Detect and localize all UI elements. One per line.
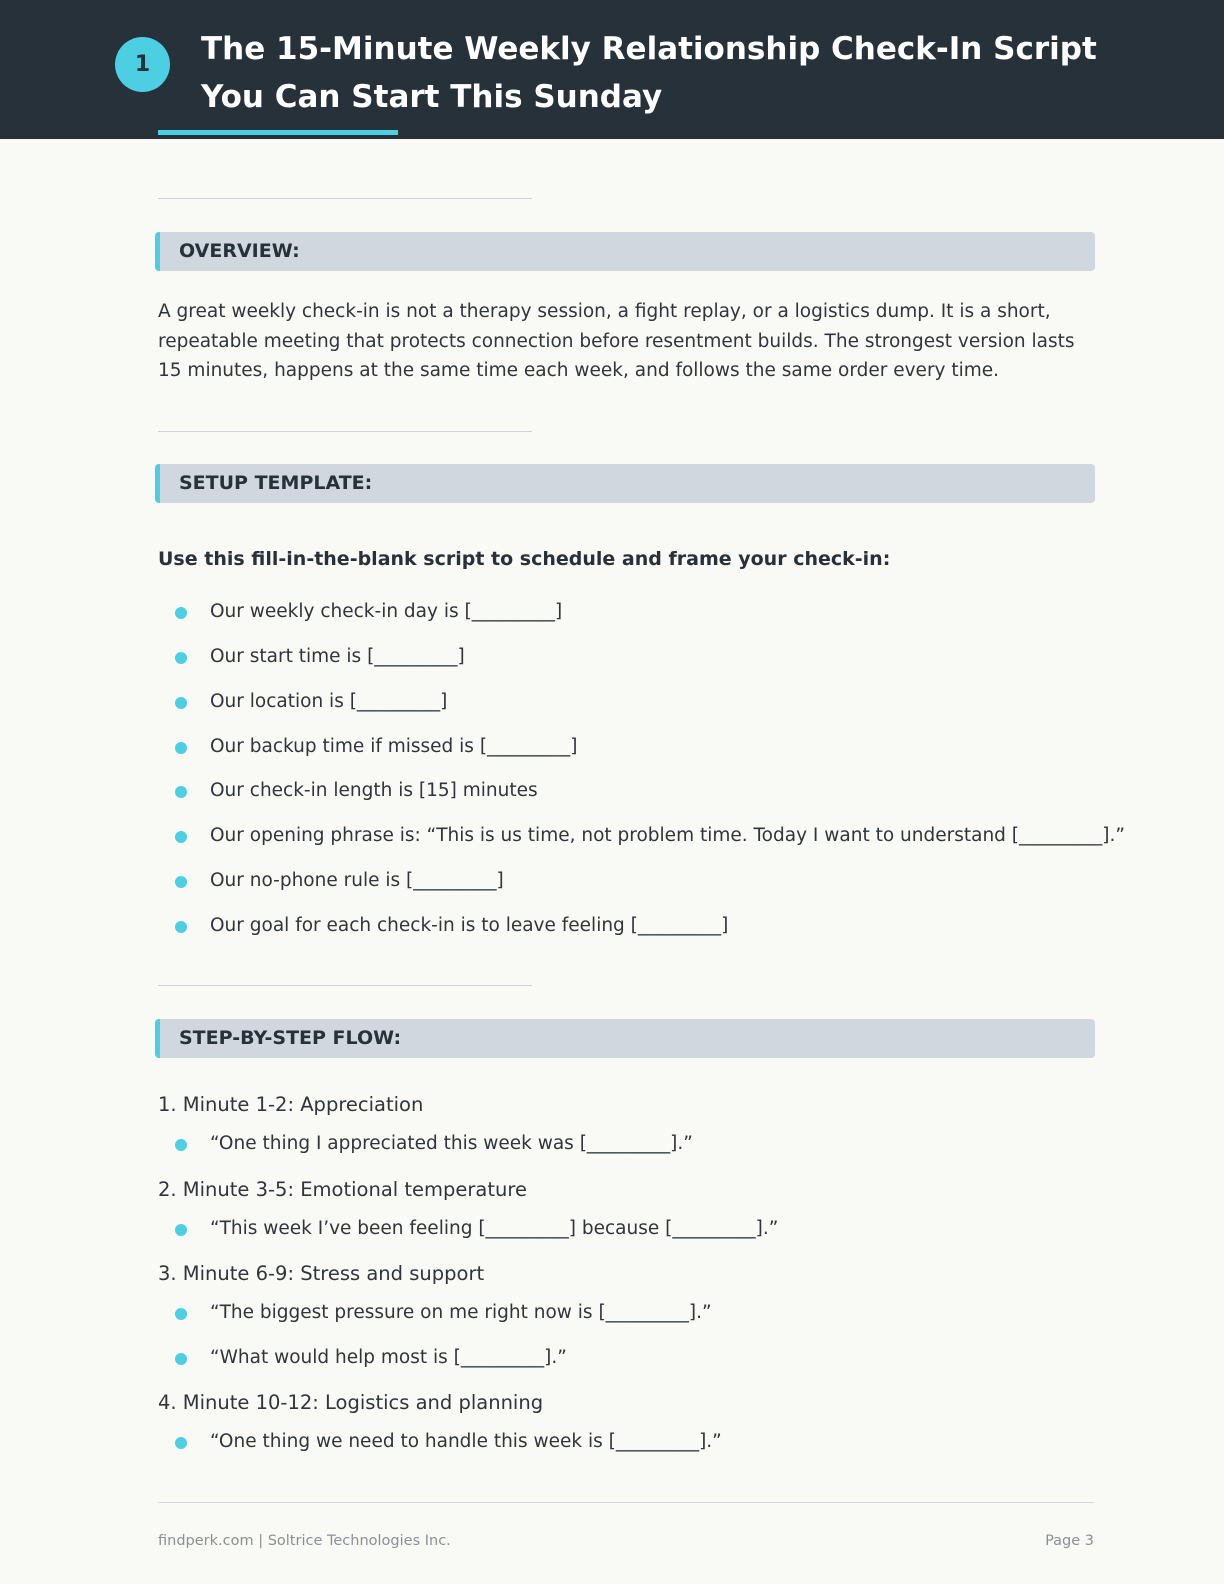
divider bbox=[158, 198, 532, 199]
page-number: Page 3 bbox=[1045, 1533, 1094, 1549]
setup-item-length: Our check-in length is [15] minutes bbox=[210, 778, 538, 804]
section-number-badge: 1 bbox=[115, 37, 170, 92]
setup-intro: Use this fill-in-the-blank script to schedule and frame your check-in: bbox=[158, 548, 891, 570]
setup-heading-bar bbox=[155, 464, 1095, 503]
page-header bbox=[0, 0, 1224, 139]
title-accent-bar bbox=[158, 130, 398, 135]
setup-item-start-time: Our start time is [_________] bbox=[210, 644, 465, 670]
page-title: The 15-Minute Weekly Relationship Check-In Script You Can Start This Sunday bbox=[201, 31, 1097, 115]
overview-text: A great weekly check-in is not a therapy session, a fight replay, or a logistics dump. It is a short, repeatable meeting that protects connection before resentment builds. The strongest version lasts 15 minutes, happens at the same time each week, and follows the same order every time. bbox=[158, 301, 1075, 381]
setup-item-goal: Our goal for each check-in is to leave feeling [_________] bbox=[210, 913, 728, 939]
setup-item-location: Our location is [_________] bbox=[210, 689, 447, 715]
flow-step-1-prompt: “One thing I appreciated this week was [_________].” bbox=[210, 1131, 693, 1157]
divider bbox=[158, 431, 532, 432]
flow-step-1: 1. Minute 1-2: Appreciation bbox=[158, 1093, 424, 1116]
flow-heading-bar bbox=[155, 1019, 1095, 1058]
setup-item-no-phone-rule: Our no-phone rule is [_________] bbox=[210, 868, 504, 894]
flow-step-3-prompt-2: “What would help most is [_________].” bbox=[210, 1345, 567, 1371]
flow-step-2: 2. Minute 3-5: Emotional temperature bbox=[158, 1178, 527, 1201]
flow-step-4: 4. Minute 10-12: Logistics and planning bbox=[158, 1391, 544, 1414]
setup-item-backup-time: Our backup time if missed is [_________] bbox=[210, 734, 578, 760]
overview-heading: OVERVIEW: bbox=[179, 240, 300, 262]
setup-heading: SETUP TEMPLATE: bbox=[179, 472, 373, 494]
divider bbox=[158, 985, 532, 986]
flow-step-4-prompt: “One thing we need to handle this week is [_________].” bbox=[210, 1429, 722, 1455]
overview-heading-bar bbox=[155, 232, 1095, 271]
flow-heading: STEP-BY-STEP FLOW: bbox=[179, 1027, 402, 1049]
flow-step-3: 3. Minute 6-9: Stress and support bbox=[158, 1262, 485, 1285]
footer-divider bbox=[158, 1502, 1094, 1503]
setup-item-day: Our weekly check-in day is [_________] bbox=[210, 599, 562, 625]
setup-item-opening-phrase: Our opening phrase is: “This is us time, not problem time. Today I want to understand [_________].” bbox=[210, 823, 1125, 849]
flow-step-2-prompt: “This week I’ve been feeling [_________] because [_________].” bbox=[210, 1216, 778, 1242]
flow-step-3-prompt-1: “The biggest pressure on me right now is [_________].” bbox=[210, 1300, 712, 1326]
footer-source: findperk.com | Soltrice Technologies Inc. bbox=[158, 1533, 451, 1549]
